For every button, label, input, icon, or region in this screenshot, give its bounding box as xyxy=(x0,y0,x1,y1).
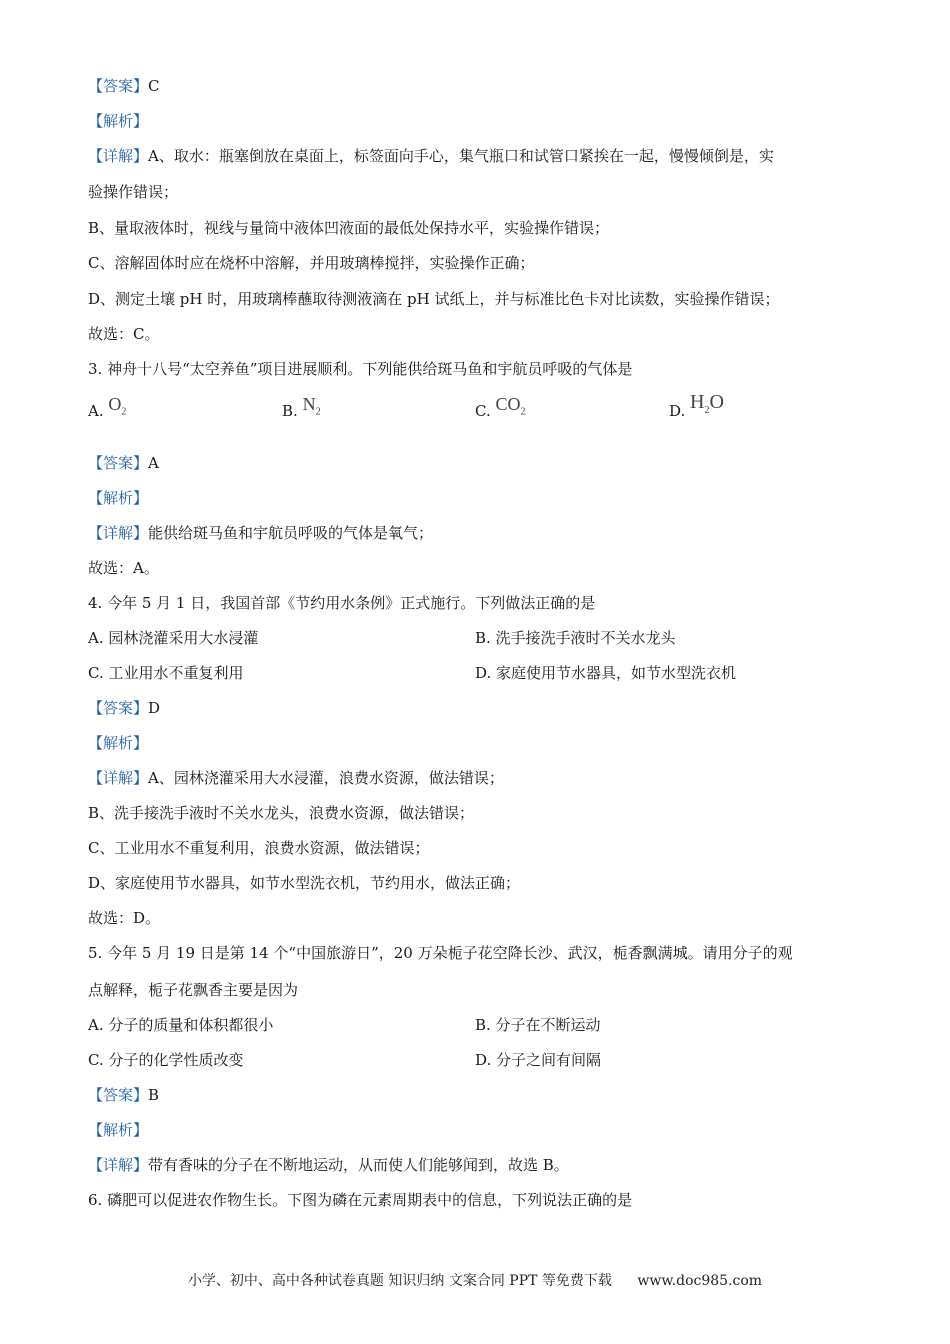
answer-line xyxy=(88,76,160,96)
footer-url[interactable]: www.doc985.com xyxy=(637,1273,763,1289)
answer-label: 【答案】 xyxy=(88,1086,149,1104)
answer-value: B xyxy=(148,1086,160,1104)
detail-text: 带有香味的分子在不断地运动，从而使人们能够闻到，故选 B。 xyxy=(148,1156,569,1174)
analysis-label: 【解析】 xyxy=(88,489,149,507)
question-stem: 3. 神舟十八号“太空养鱼”项目进展顺利。下列能供给斑马鱼和宇航员呼吸的气体是 xyxy=(88,360,633,378)
analysis-label: 【解析】 xyxy=(88,734,149,752)
option-b: B. 分子在不断运动 xyxy=(475,1016,601,1034)
option-c xyxy=(475,394,526,429)
option-label: A. xyxy=(88,402,104,420)
option-d xyxy=(669,391,724,429)
analysis-label: 【解析】 xyxy=(88,112,149,130)
option-b xyxy=(282,394,321,429)
option-label: C. xyxy=(475,402,491,420)
conclusion: 故选：C。 xyxy=(88,325,160,343)
detail-text: A、园林浇灌采用大水浸灌，浪费水资源，做法错误； xyxy=(148,769,504,787)
answer-line xyxy=(88,1085,159,1105)
detail-label: 【详解】 xyxy=(88,1156,149,1174)
option-a: A. 分子的质量和体积都很小 xyxy=(88,1016,274,1034)
option-c: C. 工业用水不重复利用 xyxy=(88,664,244,682)
answer-line xyxy=(88,453,159,473)
conclusion: 故选：D。 xyxy=(88,909,161,927)
detail-line xyxy=(88,1155,569,1175)
formula: $H_2O$ xyxy=(690,391,724,416)
question-stem: 4. 今年 5 月 1 日，我国首部《节约用水条例》正式施行。下列做法正确的是 xyxy=(88,594,596,612)
question-stem: 6. 磷肥可以促进农作物生长。下图为磷在元素周期表中的信息，下列说法正确的是 xyxy=(88,1191,633,1209)
detail-text: C、溶解固体时应在烧杯中溶解，并用玻璃棒搅拌，实验操作正确； xyxy=(88,254,535,272)
option-d: D. 分子之间有间隔 xyxy=(475,1051,602,1069)
detail-text: B、洗手接洗手液时不关水龙头，浪费水资源，做法错误； xyxy=(88,804,475,822)
answer-label: 【答案】 xyxy=(88,699,149,717)
answer-value: D xyxy=(148,699,161,717)
detail-label: 【详解】 xyxy=(88,769,149,787)
answer-value: C xyxy=(148,77,160,95)
answer-label: 【答案】 xyxy=(88,454,149,472)
formula: $CO_2$ xyxy=(495,394,526,418)
option-c: C. 分子的化学性质改变 xyxy=(88,1051,244,1069)
option-b: B. 洗手接洗手液时不关水龙头 xyxy=(475,629,676,647)
option-a xyxy=(88,394,127,429)
detail-text: D、家庭使用节水器具，如节水型洗衣机，节约用水，做法正确； xyxy=(88,874,521,892)
option-a: A. 园林浇灌采用大水浸灌 xyxy=(88,629,259,647)
formula: $N_2$ xyxy=(302,394,321,418)
detail-line xyxy=(88,146,774,166)
detail-line xyxy=(88,768,504,788)
question-stem: 点解释，栀子花飘香主要是因为 xyxy=(88,981,299,999)
detail-text: 验操作错误； xyxy=(88,183,179,201)
option-d: D. 家庭使用节水器具，如节水型洗衣机 xyxy=(475,664,737,682)
footer-text: 小学、初中、高中各种试卷真题 知识归纳 文案合同 PPT 等免费下载 xyxy=(187,1273,612,1289)
detail-text: D、测定土壤 pH 时，用玻璃棒蘸取待测液滴在 pH 试纸上，并与标准比色卡对比读数，实验操作错误； xyxy=(88,290,780,308)
option-label: B. xyxy=(282,402,298,420)
answer-line xyxy=(88,698,160,718)
detail-text: B、量取液体时，视线与量筒中液体凹液面的最低处保持水平，实验操作错误； xyxy=(88,219,610,237)
conclusion: 故选：A。 xyxy=(88,559,159,577)
analysis-label: 【解析】 xyxy=(88,1121,149,1139)
question-stem: 5. 今年 5 月 19 日是第 14 个“中国旅游日”，20 万朵栀子花空降长沙、武汉，栀香飘满城。请用分子的观 xyxy=(88,944,793,962)
detail-label: 【详解】 xyxy=(88,147,149,165)
detail-line xyxy=(88,523,433,543)
page-footer xyxy=(0,1270,950,1290)
formula: $O_2$ xyxy=(108,394,127,418)
detail-label: 【详解】 xyxy=(88,524,149,542)
detail-text: 能供给斑马鱼和宇航员呼吸的气体是氧气； xyxy=(148,524,434,542)
option-label: D. xyxy=(669,402,686,420)
answer-label: 【答案】 xyxy=(88,77,149,95)
detail-text: C、工业用水不重复利用，浪费水资源，做法错误； xyxy=(88,839,430,857)
detail-text: A、取水：瓶塞倒放在桌面上，标签面向手心，集气瓶口和试管口紧挨在一起，慢慢倾倒是，实 xyxy=(148,147,774,165)
answer-value: A xyxy=(148,454,159,472)
